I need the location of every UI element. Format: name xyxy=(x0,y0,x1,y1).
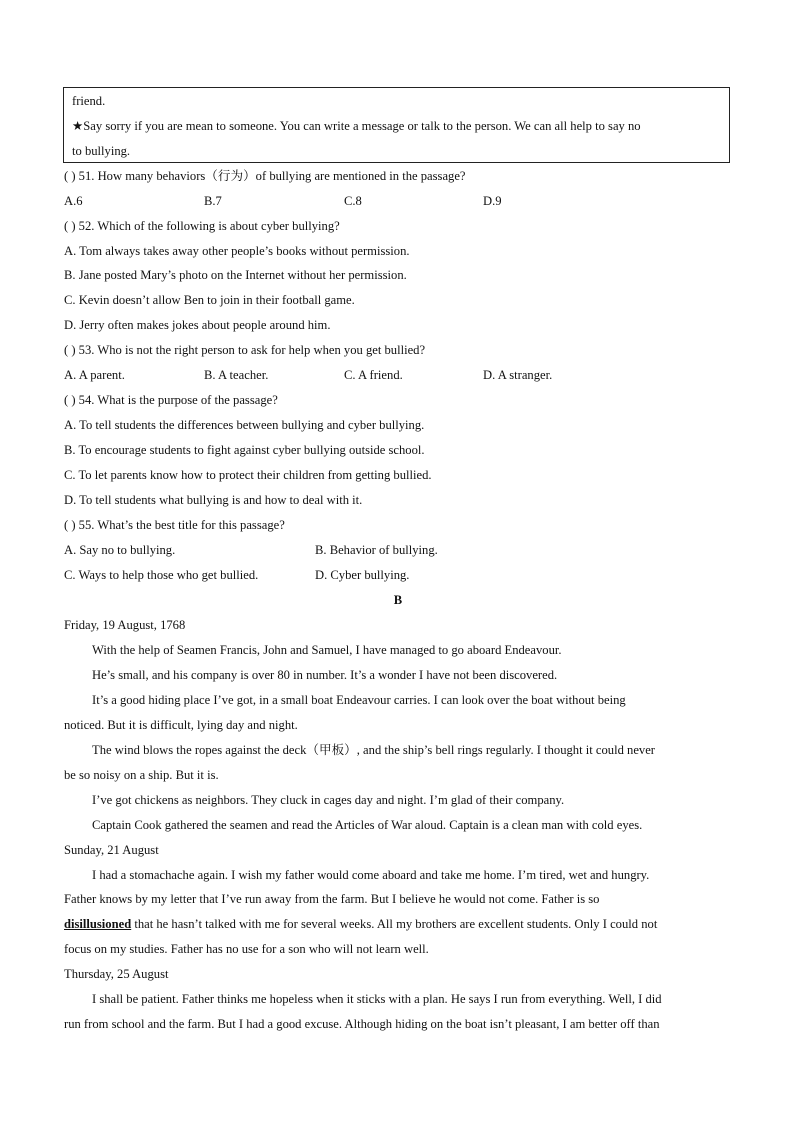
paragraph-line: I’ve got chickens as neighbors. They cluck in cages day and night. I’m glad of their company. xyxy=(92,793,565,807)
question-53-stem: ( ) 53. Who is not the right person to ask for help when you get bullied? xyxy=(64,343,426,357)
option: A. A parent. xyxy=(64,368,125,382)
question-52-stem: ( ) 52. Which of the following is about cyber bullying? xyxy=(64,219,340,233)
question-51-options xyxy=(64,193,732,209)
option: B. Jane posted Mary’s photo on the Internet without her permission. xyxy=(64,268,407,282)
diary-date: Thursday, 25 August xyxy=(64,967,169,981)
underlined-word: disillusioned xyxy=(64,917,132,931)
option: B. A teacher. xyxy=(204,368,269,382)
option: D. To tell students what bullying is and how to deal with it. xyxy=(64,493,363,507)
option: C. To let parents know how to protect their children from getting bullied. xyxy=(64,468,432,482)
paragraph-line: I had a stomachache again. I wish my father would come aboard and take me home. I’m tired, wet and hungry. xyxy=(92,868,650,882)
paragraph-line: I shall be patient. Father thinks me hopeless when it sticks with a plan. He says I run from everything. Well, I did xyxy=(92,992,662,1006)
question-51-stem: ( ) 51. How many behaviors（行为）of bullying are mentioned in the passage? xyxy=(64,169,466,183)
option: A. Say no to bullying. xyxy=(64,543,176,557)
diary-date: Sunday, 21 August xyxy=(64,843,159,857)
question-55-stem: ( ) 55. What’s the best title for this passage? xyxy=(64,518,285,532)
option: B. To encourage students to fight against cyber bullying outside school. xyxy=(64,443,425,457)
paragraph-line xyxy=(64,916,732,932)
question-53-options xyxy=(64,367,732,383)
option: D.9 xyxy=(483,194,502,208)
option: B. Behavior of bullying. xyxy=(315,543,438,557)
option: A. To tell students the differences between bullying and cyber bullying. xyxy=(64,418,425,432)
tips-line: to bullying. xyxy=(72,144,131,158)
section-heading: B xyxy=(393,593,403,607)
paragraph-line: Father knows by my letter that I’ve run away from the farm. But I believe he would not come. Father is so xyxy=(64,892,600,906)
option: C.8 xyxy=(344,194,362,208)
option: D. Jerry often makes jokes about people around him. xyxy=(64,318,331,332)
question-55-options-row1 xyxy=(64,542,732,558)
question-55-options-row2 xyxy=(64,567,732,583)
paragraph-line: It’s a good hiding place I’ve got, in a small boat Endeavour carries. I can look over the boat without being xyxy=(92,693,626,707)
paragraph-line: be so noisy on a ship. But it is. xyxy=(64,768,219,782)
option: C. A friend. xyxy=(344,368,403,382)
tips-line: friend. xyxy=(72,94,106,108)
tips-box xyxy=(63,87,730,163)
paragraph-line: focus on my studies. Father has no use for a son who will not learn well. xyxy=(64,942,429,956)
tips-line: ★Say sorry if you are mean to someone. You can write a message or talk to the person. We can all help to say no xyxy=(72,119,641,133)
option: D. A stranger. xyxy=(483,368,553,382)
option: A. Tom always takes away other people’s books without permission. xyxy=(64,244,410,258)
paragraph-line: With the help of Seamen Francis, John and Samuel, I have managed to go aboard Endeavour. xyxy=(92,643,562,657)
paragraph-line: noticed. But it is difficult, lying day and night. xyxy=(64,718,298,732)
question-54-stem: ( ) 54. What is the purpose of the passage? xyxy=(64,393,278,407)
diary-date: Friday, 19 August, 1768 xyxy=(64,618,186,632)
paragraph-text: that he hasn’t talked with me for several weeks. All my brothers are excellent students. Only I could not xyxy=(131,917,658,931)
paragraph-line: Captain Cook gathered the seamen and read the Articles of War aloud. Captain is a clean man with cold eyes. xyxy=(92,818,643,832)
paragraph-line: run from school and the farm. But I had a good excuse. Although hiding on the boat isn’t pleasant, I am better off than xyxy=(64,1017,660,1031)
option: C. Kevin doesn’t allow Ben to join in their football game. xyxy=(64,293,355,307)
option: D. Cyber bullying. xyxy=(315,568,410,582)
paragraph-line: He’s small, and his company is over 80 in number. It’s a wonder I have not been discovered. xyxy=(92,668,558,682)
option: A.6 xyxy=(64,194,83,208)
paragraph-line: The wind blows the ropes against the deck（甲板）, and the ship’s bell rings regularly. I thought it could never xyxy=(92,743,655,757)
option: B.7 xyxy=(204,194,222,208)
option: C. Ways to help those who get bullied. xyxy=(64,568,259,582)
